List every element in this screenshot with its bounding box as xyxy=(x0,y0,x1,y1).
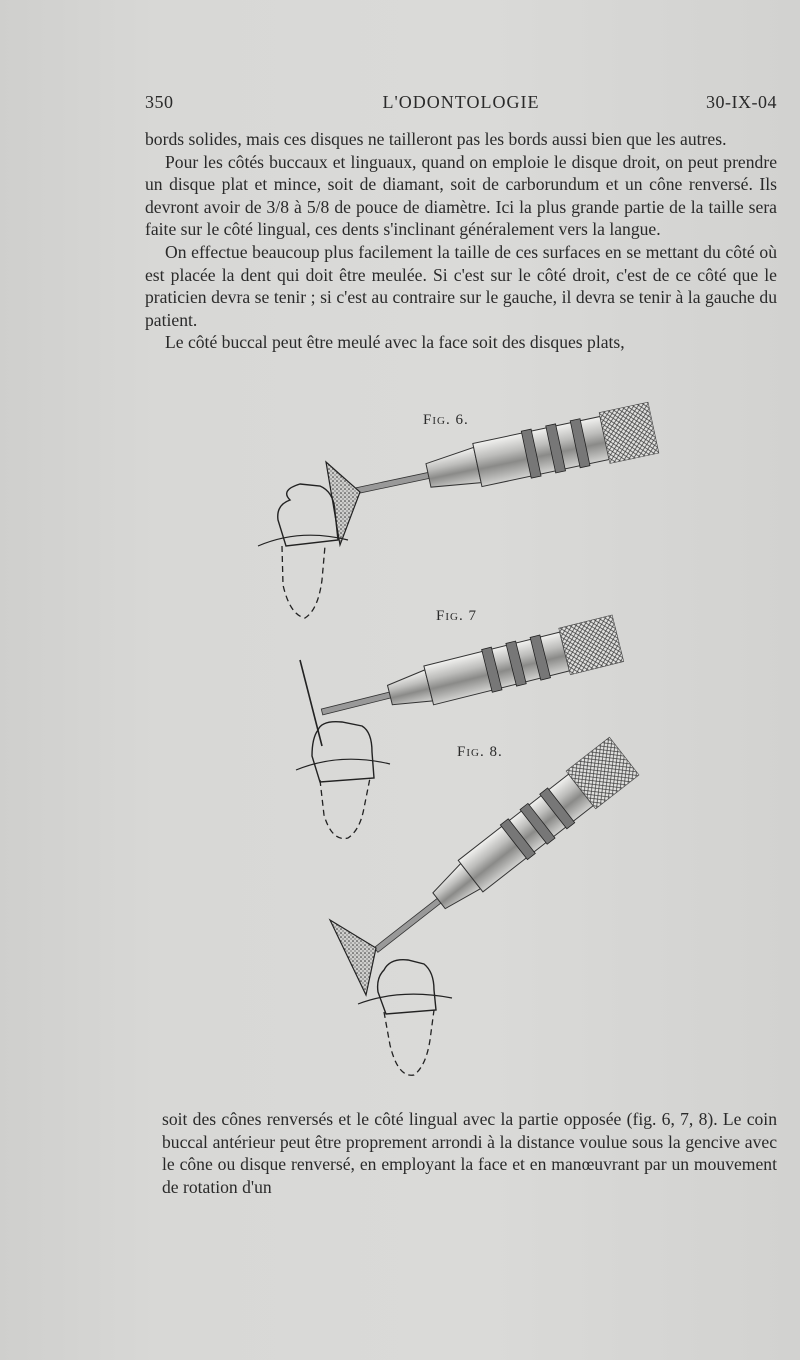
tooth-root xyxy=(384,1010,434,1075)
handpiece-fig6 xyxy=(345,402,659,517)
tooth-root xyxy=(282,546,325,618)
figure-8-illustration xyxy=(330,737,639,1075)
issue-date: 30-IX-04 xyxy=(706,92,777,112)
tooth-crown xyxy=(312,722,374,782)
straight-disc xyxy=(300,660,322,746)
inverted-cone-bur xyxy=(330,920,376,995)
inverted-cone-bur xyxy=(326,462,360,545)
paragraph: Pour les côtés buccaux et linguaux, quand on emploie le disque droit, on peut prendre un disque plat et mince, soit de diamant, soit de carborundum et un cône renversé. Ils devront avoir de 3/8 à 5/8 de pouce de diamètre. Ici la plus grande partie de la taille sera faite sur le côté lingual, ces dents s'inclinant généralement vers la langue. xyxy=(145,151,777,240)
figure-8-caption: Fig. 8. xyxy=(457,744,503,760)
paragraph: soit des cônes renversés et le côté lingual avec la partie opposée (fig. 6, 7, 8). Le coin buccal antérieur peut être proprement arrondi à la distance voulue sous la gencive avec le cône ou disque renversé, en employant la face et en manœuvrant par un mouvement de rotation d'un xyxy=(162,1109,777,1197)
paragraph: Le côté buccal peut être meulé avec la face soit des disques plats, xyxy=(165,332,625,353)
tooth-crown xyxy=(378,960,436,1014)
handpiece-fig8 xyxy=(361,737,639,969)
paragraph: On effectue beaucoup plus facilement la taille de ces surfaces en se mettant du côté où est placée la dent qui doit être meulée. Si c'est sur le côté droit, c'est de ce côté que le praticien devra se tenir ; si c'est au contraire sur le gauche, il devra se tenir à la gauche du patient. xyxy=(145,241,777,330)
figure-6-caption: Fig. 6. xyxy=(423,412,469,428)
handpiece-fig7 xyxy=(316,615,624,735)
page-number: 350 xyxy=(145,92,174,112)
figure-6-illustration xyxy=(258,402,659,618)
body-text-bottom xyxy=(162,1108,777,1198)
paragraph: bords solides, mais ces disques ne tailleront pas les bords aussi bien que les autres. xyxy=(145,129,727,149)
tooth-root xyxy=(320,778,370,839)
figure-7-caption: Fig. 7 xyxy=(436,608,477,624)
journal-title: L'ODONTOLOGIE xyxy=(382,92,540,112)
